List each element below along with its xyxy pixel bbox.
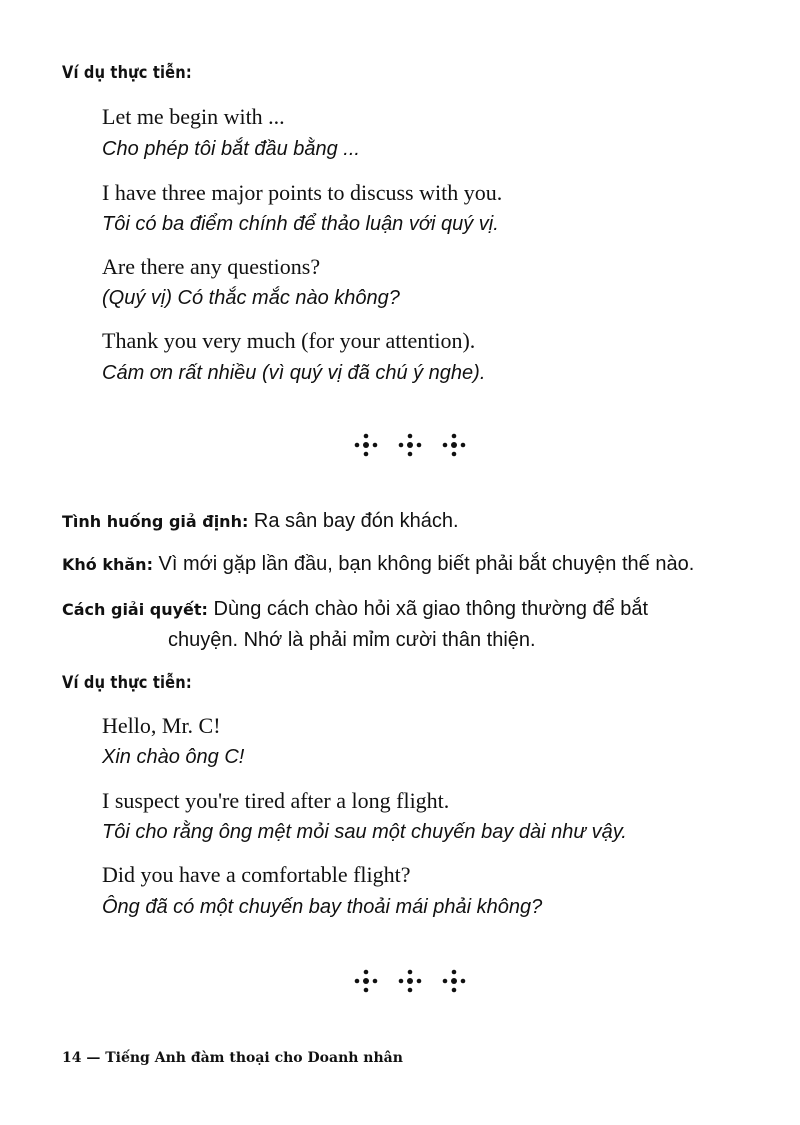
page-number: 14	[62, 1050, 82, 1066]
solution-paragraph	[62, 594, 762, 655]
ornament-divider	[348, 966, 472, 996]
page-footer	[62, 1050, 403, 1066]
vietnamese-translation: Cho phép tôi bắt đầu bằng ...	[102, 138, 360, 160]
situation-line	[62, 506, 762, 537]
english-phrase: Are there any questions?	[102, 254, 321, 279]
fleuron-icon	[443, 970, 466, 993]
english-phrase: Let me begin with ...	[102, 104, 285, 129]
english-phrase: Hello, Mr. C!	[102, 713, 221, 738]
fleuron-icon	[399, 970, 422, 993]
english-phrase: Did you have a comfortable flight?	[102, 862, 411, 887]
vietnamese-translation: Tôi cho rằng ông mệt mỏi sau một chuyến bay dài như vậy.	[102, 821, 627, 843]
ornament-divider	[348, 430, 472, 460]
difficulty-text: Vì mới gặp lần đầu, bạn không biết phải bắt chuyện thế nào.	[158, 553, 695, 575]
english-phrase: I have three major points to discuss with you.	[102, 180, 503, 205]
section-heading: Ví dụ thực tiễn:	[62, 63, 192, 83]
fleuron-icon	[399, 434, 422, 457]
fleuron-icon	[355, 970, 378, 993]
book-title: — Tiếng Anh đàm thoại cho Doanh nhân	[86, 1050, 403, 1066]
section-heading: Ví dụ thực tiễn:	[62, 673, 192, 693]
situation-label: Tình huống giả định:	[62, 512, 249, 531]
vietnamese-translation: Xin chào ông C!	[102, 746, 245, 768]
difficulty-label: Khó khăn:	[62, 555, 153, 574]
fleuron-icon	[443, 434, 466, 457]
solution-text-line-2: chuyện. Nhớ là phải mỉm cười thân thiện.	[168, 629, 536, 651]
english-phrase: I suspect you're tired after a long flight.	[102, 788, 450, 813]
solution-text-line-1: Dùng cách chào hỏi xã giao thông thường để bắt	[213, 598, 649, 620]
situation-text: Ra sân bay đón khách.	[253, 510, 459, 532]
vietnamese-translation: Tôi có ba điểm chính để thảo luận với quý vị.	[102, 213, 499, 235]
english-phrase: Thank you very much (for your attention).	[102, 328, 476, 353]
vietnamese-translation: (Quý vị) Có thắc mắc nào không?	[102, 287, 400, 309]
fleuron-icon	[355, 434, 378, 457]
difficulty-line	[62, 549, 762, 580]
vietnamese-translation: Ông đã có một chuyến bay thoải mái phải không?	[102, 896, 543, 918]
solution-label: Cách giải quyết:	[62, 600, 208, 619]
vietnamese-translation: Cám ơn rất nhiều (vì quý vị đã chú ý nghe).	[102, 362, 486, 384]
